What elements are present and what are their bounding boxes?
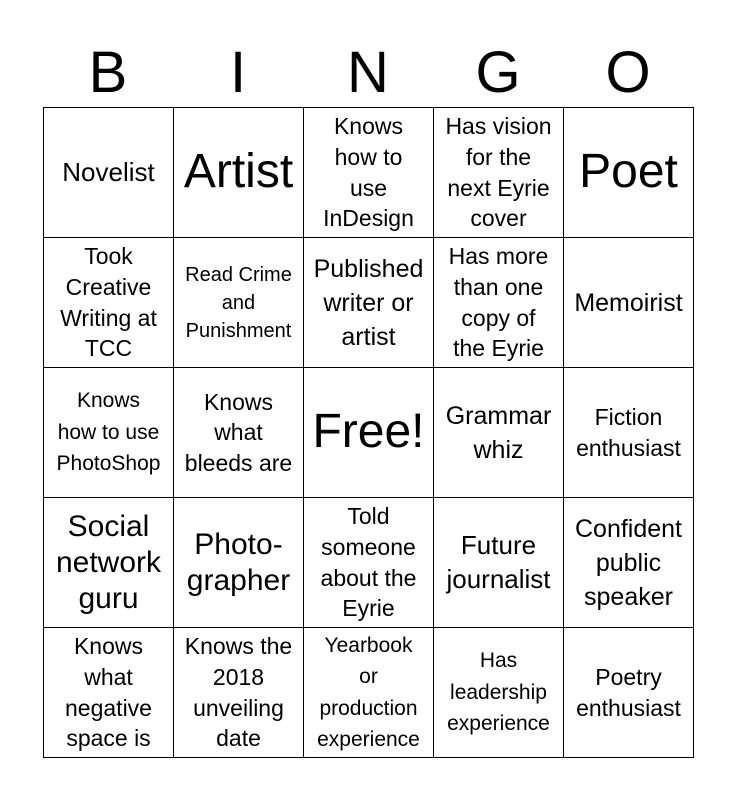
- header-letter-o: O: [605, 40, 651, 105]
- bingo-cell[interactable]: [174, 238, 304, 368]
- cell-text: Poetry enthusiast: [576, 663, 681, 721]
- bingo-cell[interactable]: [174, 628, 304, 758]
- cell-text: Published writer or artist: [313, 254, 424, 351]
- cell-text: Artist: [183, 145, 294, 199]
- cell-text: Knows what bleeds are: [184, 388, 293, 476]
- bingo-cell[interactable]: [434, 108, 564, 238]
- bingo-cell[interactable]: [434, 628, 564, 758]
- cell-text: Knows what negative space is: [65, 633, 152, 752]
- bingo-cell[interactable]: [564, 368, 694, 498]
- cell-text: Knows how to use PhotoShop: [56, 389, 161, 476]
- bingo-board: [43, 107, 694, 758]
- bingo-cell[interactable]: [304, 628, 434, 758]
- bingo-cell[interactable]: [44, 108, 174, 238]
- bingo-cell[interactable]: [304, 498, 434, 628]
- bingo-cell[interactable]: [44, 628, 174, 758]
- cell-text: Poet: [579, 145, 678, 199]
- cell-text: Grammar whiz: [445, 401, 552, 464]
- cell-text: Social network guru: [55, 509, 162, 615]
- cell-text: Knows the 2018 unveiling date: [184, 633, 293, 752]
- bingo-cell[interactable]: [174, 498, 304, 628]
- cell-text: Knows how to use InDesign: [323, 113, 414, 232]
- header-letter-g: G: [475, 40, 521, 105]
- bingo-cell[interactable]: [174, 108, 304, 238]
- cell-text: Has vision for the next Eyrie cover: [445, 113, 552, 232]
- bingo-cell[interactable]: [44, 368, 174, 498]
- cell-text: Took Creative Writing at TCC: [60, 243, 157, 362]
- cell-text: Yearbook or production experience: [317, 633, 420, 751]
- cell-text: Memoirist: [574, 288, 683, 317]
- cell-text: Read Crime and Punishment: [185, 263, 292, 342]
- cell-text: Has more than one copy of the Eyrie: [448, 243, 549, 362]
- cell-text: Fiction enthusiast: [576, 403, 681, 461]
- cell-text: Future journalist: [446, 529, 551, 594]
- bingo-cell[interactable]: [304, 238, 434, 368]
- bingo-cell[interactable]: [44, 238, 174, 368]
- bingo-cell[interactable]: [174, 368, 304, 498]
- bingo-cell[interactable]: [434, 238, 564, 368]
- bingo-cell[interactable]: [304, 108, 434, 238]
- header-letter-n: N: [347, 40, 389, 105]
- bingo-header: [43, 40, 693, 106]
- bingo-cell[interactable]: [434, 498, 564, 628]
- cell-text: Confident public speaker: [574, 514, 683, 611]
- bingo-cell[interactable]: [564, 108, 694, 238]
- bingo-cell[interactable]: [434, 368, 564, 498]
- header-letter-i: I: [229, 40, 247, 105]
- bingo-cell[interactable]: [564, 238, 694, 368]
- cell-text: Novelist: [62, 156, 155, 187]
- bingo-cell-free-space[interactable]: [304, 368, 434, 498]
- bingo-cell[interactable]: [564, 628, 694, 758]
- free-space-text: Free!: [312, 405, 425, 459]
- cell-text: Has leadership experience: [447, 649, 550, 736]
- bingo-cell[interactable]: [564, 498, 694, 628]
- cell-text: Told someone about the Eyrie: [320, 503, 417, 622]
- header-letter-b: B: [88, 40, 128, 105]
- bingo-cell[interactable]: [44, 498, 174, 628]
- cell-text: Photo- grapher: [186, 527, 291, 597]
